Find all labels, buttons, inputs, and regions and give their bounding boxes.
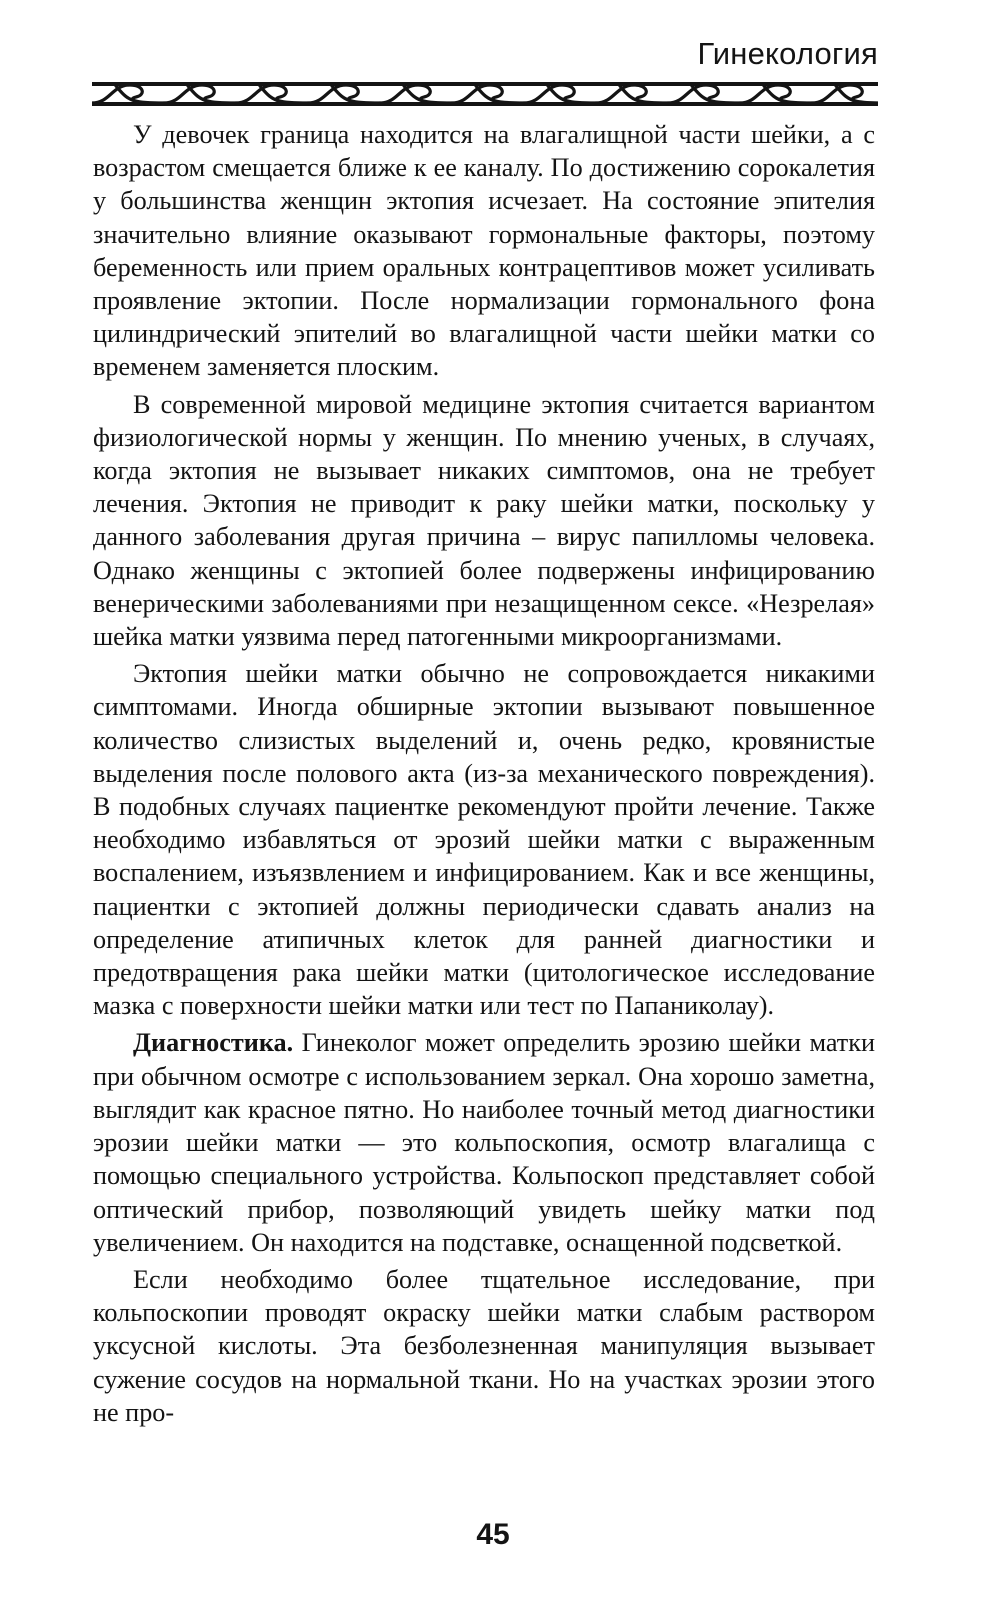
- paragraph-text: Гинеколог может определить эрозию шейки матки при обычном осмотре с использованием зеркал. Она хорошо заметна, выглядит как красное пятно. Но наиболее точный метод диагностики эрозии шейки матки — это кольпоскопия, осмотр влагалища с помощью специального устройства. Кольпоскоп представляет собой оптический прибор, позволяющий увидеть шейку матки под увеличением. Он находится на подставке, оснащенной подсветкой.: [93, 1028, 875, 1257]
- rope-strand: [620, 86, 642, 102]
- paragraph: [93, 388, 875, 654]
- body-text: [93, 118, 875, 1429]
- page-number: 45: [476, 1518, 510, 1551]
- paragraph: [93, 1026, 875, 1258]
- page-header: [0, 0, 986, 110]
- paragraph: [93, 657, 875, 1022]
- rope-loop: [740, 85, 812, 103]
- rope-strand: [476, 86, 498, 102]
- rope-strand: [692, 86, 714, 102]
- rope-loop: [596, 85, 668, 103]
- rope-strand: [116, 86, 138, 102]
- decorative-rope-rule: [92, 79, 878, 109]
- rope-strand: [188, 86, 210, 102]
- rope-loop: [380, 85, 452, 103]
- rope-loop: [164, 85, 236, 103]
- rope-loop: [92, 85, 164, 103]
- paragraph: [93, 1263, 875, 1429]
- rope-strand: [404, 86, 426, 102]
- rope-strand: [332, 86, 354, 102]
- rope-loop: [236, 85, 308, 103]
- rope-strand: [836, 86, 858, 102]
- paragraph-lead: Диагностика.: [133, 1028, 294, 1058]
- paragraph-text: В современной мировой медицине эктопия считается вариантом физиологической нормы у женщин. По мнению ученых, в случаях, когда эктопия не вызывает никаких симптомов, она не требует лечения. Эктопия не приводит к раку шейки матки, поскольку у данного заболевания другая причина – вирус папилломы человека. Однако женщины с эктопией более подвержены инфицированию венерическими заболеваниями при незащищенном сексе. «Незрелая» шейка матки уязвима перед патогенными микроорганизмами.: [93, 389, 875, 652]
- running-title: Гинекология: [697, 36, 878, 71]
- rope-loop: [524, 85, 596, 103]
- rope-strand: [764, 86, 786, 102]
- rope-strand: [548, 86, 570, 102]
- paragraph-text: Если необходимо более тщательное исследование, при кольпоскопии проводят окраску шейки матки слабым раствором уксусной кислоты. Эта безболезненная манипуляция вызывает сужение сосудов на нормальной ткани. Но на участках эрозии этого не про-: [93, 1264, 875, 1427]
- paragraph: [93, 118, 875, 384]
- rope-loop: [308, 85, 380, 103]
- rope-loop: [452, 85, 524, 103]
- rope-strand: [260, 86, 282, 102]
- paragraph-text: Эктопия шейки матки обычно не сопровождается никакими симптомами. Иногда обширные эктопии вызывают повышенное количество слизистых выделений и, очень редко, кровянистые выделения после полового акта (из-за механического повреждения). В подобных случаях пациентке рекомендуют пройти лечение. Также необходимо избавляться от эрозий шейки матки с выраженным воспалением, изъязвлением и инфицированием. Как и все женщины, пациентки с эктопией должны периодически сдавать анализ на определение атипичных клеток для ранней диагностики и предотвращения рака шейки матки (цитологическое исследование мазка с поверхности шейки матки или тест по Папаниколау).: [93, 659, 875, 1021]
- paragraph-text: У девочек граница находится на влагалищной части шейки, а с возрастом смещается ближе к ее каналу. По достижению сорокалетия у большинства женщин эктопия исчезает. На состояние эпителия значительно влияние оказывают гормональные факторы, поэтому беременность или прием оральных контрацептивов может усиливать проявление эктопии. После нормализации гормонального фона цилиндрический эпителий во влагалищной части шейки матки со временем заменяется плоским.: [93, 120, 875, 382]
- rope-loop: [668, 85, 740, 103]
